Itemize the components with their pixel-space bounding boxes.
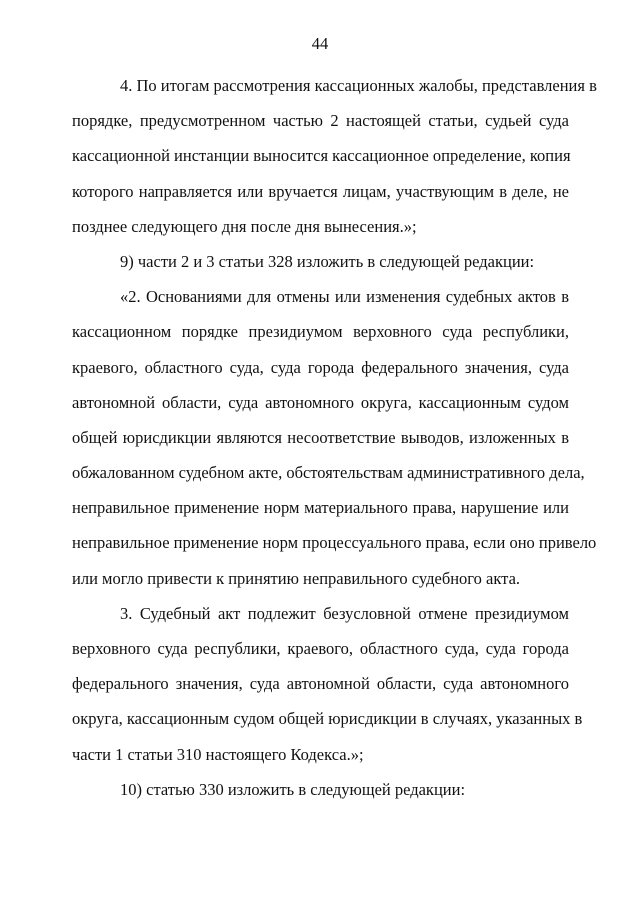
text-line: верховного суда республики, краевого, областного суда, суда города: [72, 639, 569, 658]
document-body: [72, 76, 597, 815]
text-line: порядке, предусмотренном частью 2 настоящей статьи, судьей суда: [72, 111, 569, 131]
text-line: или могло привести к принятию неправильного судебного акта.: [72, 568, 521, 588]
text-line: неправильное применение норм материального права, нарушение или: [72, 498, 569, 518]
text-line: которого направляется или вручается лицам, участвующим в деле, не: [72, 181, 569, 201]
text-line: 10) статью 330 изложить в следующей редакции:: [120, 779, 466, 799]
text-line: позднее следующего дня после дня вынесения.»;: [72, 216, 417, 236]
text-line: кассационной инстанции выносится кассационное определение, копия: [72, 146, 571, 166]
page-number: 44: [311, 34, 329, 53]
text-line: неправильное применение норм процессуального права, если оно привело: [72, 533, 597, 553]
text-line: краевого, областного суда, суда города федерального значения, суда: [72, 357, 569, 377]
text-line: 9) части 2 и 3 статьи 328 изложить в следующей редакции:: [120, 251, 535, 271]
text-line: 3. Судебный акт подлежит безусловной отмене президиумом: [120, 603, 569, 623]
text-line: автономной области, суда автономного округа, кассационным судом: [72, 392, 569, 412]
text-line: «2. Основаниями для отмены или изменения судебных актов в: [120, 287, 569, 307]
text-line: 4. По итогам рассмотрения кассационных жалобы, представления в: [120, 76, 597, 95]
text-line: округа, кассационным судом общей юрисдикции в случаях, указанных в: [72, 709, 583, 729]
text-line: федерального значения, суда автономной области, суда автономного: [72, 674, 569, 694]
text-line: общей юрисдикции являются несоответствие выводов, изложенных в: [72, 427, 569, 447]
text-line: кассационном порядке президиумом верховного суда республики,: [72, 322, 569, 342]
text-line: обжалованном судебном акте, обстоятельствам административного дела,: [72, 463, 585, 483]
text-line: части 1 статьи 310 настоящего Кодекса.»;: [72, 744, 364, 764]
